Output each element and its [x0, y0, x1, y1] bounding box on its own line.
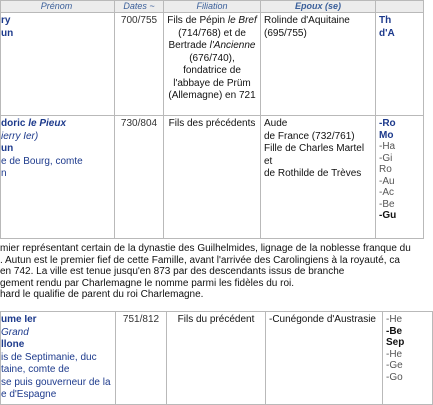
- person-title-line: e d'Espagne: [1, 389, 57, 400]
- child-line: -Ha: [379, 141, 396, 152]
- child-line: d'A: [379, 27, 395, 39]
- person-name: ume Ier: [1, 314, 37, 325]
- dates-cell: 700/755: [115, 13, 164, 116]
- child-line: Ro: [379, 164, 392, 175]
- child-line: Sep: [386, 337, 405, 348]
- filiation-cell: Fils du précédent: [167, 312, 266, 405]
- person-alt-name: ierry Ier): [1, 130, 39, 142]
- filiation-text: (676/740), fondatrice de l'abbaye de Prüm (Allemagne) en 721: [168, 52, 256, 101]
- child-line: -Au: [379, 175, 395, 187]
- child-line: -He: [386, 348, 403, 360]
- paragraph-line: en 742. La ville est tenue jusqu'en 873 par des descendants issus de branche: [0, 266, 345, 278]
- table-row: [1, 13, 424, 116]
- epoux-line: de France (732/761): [264, 130, 355, 142]
- prenom-cell: [1, 116, 115, 239]
- biography-paragraph: [0, 243, 411, 301]
- person-name: [1, 118, 111, 131]
- child-line: Th: [379, 15, 392, 26]
- dates-cell: 751/812: [116, 312, 167, 405]
- epoux-line: Aude: [264, 118, 288, 129]
- child-line: -Ac: [379, 187, 394, 198]
- child-line: -Gu: [379, 210, 397, 221]
- epoux-line: de Rothilde de Trèves: [264, 168, 362, 179]
- table-row: [1, 116, 424, 239]
- person-house: un: [1, 143, 14, 154]
- filiation-text: (714/768) et de Bertrade: [168, 27, 246, 51]
- header-prenom: Prénom: [1, 1, 115, 13]
- person-name-text: doric: [1, 118, 29, 129]
- filiation-epithet: le Bref: [227, 15, 257, 26]
- child-line: Mo: [379, 129, 394, 141]
- child-line: -Be: [386, 325, 403, 337]
- child-line: -Ge: [386, 360, 403, 371]
- header-col5: [376, 1, 424, 13]
- epoux-cell: Rolinde d'Aquitaine (695/755): [261, 13, 376, 116]
- child-line: -Be: [379, 198, 395, 210]
- table-header: [1, 1, 424, 13]
- header-dates: Dates ~: [115, 1, 164, 13]
- paragraph-line: mier représentant certain de la dynastie des Guilhelmides, lignage de la noblesse franque du: [0, 243, 411, 254]
- epoux-cell: -Cunégonde d'Austrasie: [266, 312, 383, 405]
- children-cell: [376, 13, 424, 116]
- dates-cell: 730/804: [115, 116, 164, 239]
- paragraph-line: . Autun est le premier fief de cette Famille, avant l'arrivée des Carolingiens à la royauté, ca: [0, 254, 400, 266]
- person-title-line: is de Septimanie, duc: [1, 351, 97, 363]
- genealogy-table-2: [0, 311, 433, 405]
- paragraph-line: gement rendu par Charlemagne le nomme parmi les fidèles du roi.: [0, 277, 295, 289]
- person-house: llone: [1, 339, 25, 350]
- table-row: [1, 312, 433, 405]
- paragraph-line: hard le qualifie de parent du roi Charlemagne.: [0, 289, 204, 301]
- child-line: -Ro: [379, 118, 396, 129]
- filiation-epithet: l'Ancienne: [209, 40, 256, 51]
- person-epithet: le Pieux: [28, 118, 67, 129]
- person-title-line: taine, comte de: [1, 364, 70, 375]
- header-epoux: Epoux (se): [261, 1, 376, 13]
- filiation-cell: [164, 13, 261, 116]
- header-filiation: Filiation: [164, 1, 261, 13]
- filiation-text: Fils de Pépin: [167, 15, 228, 26]
- child-line: -He: [386, 314, 403, 325]
- children-cell: [376, 116, 424, 239]
- prenom-cell: [1, 312, 116, 405]
- person-title-line: n: [1, 168, 7, 179]
- person-title-line: e de Bourg, comte: [1, 155, 83, 167]
- child-line: -Go: [386, 371, 403, 383]
- person-epithet: Grand: [1, 326, 29, 338]
- person-title-line: se puis gouverneur de la: [1, 376, 111, 388]
- filiation-cell: Fils des précédents: [164, 116, 261, 239]
- person-name-line: ry: [1, 15, 11, 26]
- child-line: -Gi: [379, 152, 393, 164]
- prenom-cell: [1, 13, 115, 116]
- person-name-line: un: [1, 27, 14, 39]
- children-cell: [383, 312, 433, 405]
- epoux-cell: [261, 116, 376, 239]
- epoux-line: Fille de Charles Martel et: [264, 143, 365, 167]
